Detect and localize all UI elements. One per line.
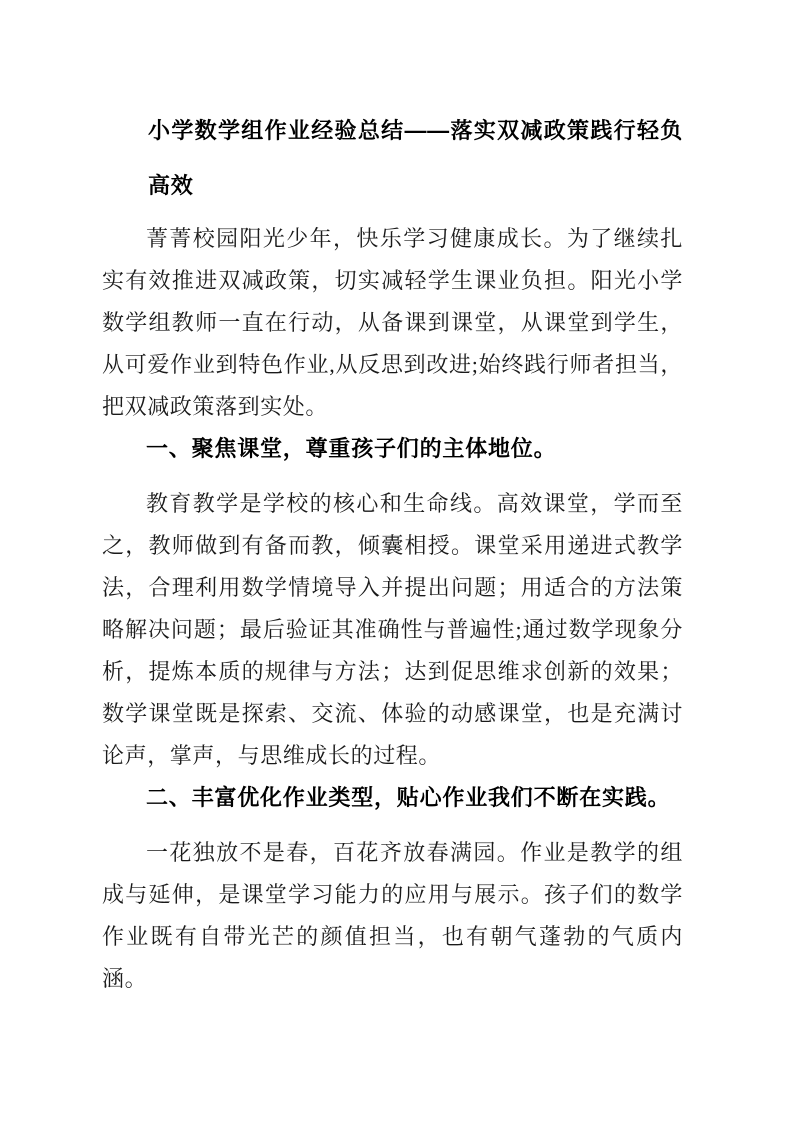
document-title: 小学数学组作业经验总结——落实双减政策践行轻负高效	[148, 118, 683, 198]
intro-paragraph: 菁菁校园阳光少年，快乐学习健康成长。为了继续扎实有效推进双减政策，切实减轻学生课业负担。阳光小学数学组教师一直在行动，从备课到课堂，从课堂到学生，从可爱作业到特色作业,从反思到改进;始终践行师者担当，把双减政策落到实处。	[102, 226, 683, 419]
section-1-paragraph: 教育教学是学校的核心和生命线。高效课堂，学而至之，教师做到有备而教，倾囊相授。课堂采用递进式教学法，合理利用数学情境导入并提出问题；用适合的方法策略解决问题；最后验证其准确性与普遍性;通过数学现象分析，提炼本质的规律与方法；达到促思维求创新的效果；数学课堂既是探索、交流、体验的动感课堂，也是充满讨论声，掌声，与思维成长的过程。	[102, 491, 683, 768]
section-heading-1: 一、聚焦课堂，尊重孩子们的主体地位。	[146, 436, 557, 461]
section-heading-2: 二、丰富优化作业类型，贴心作业我们不断在实践。	[146, 785, 671, 810]
section-2-paragraph: 一花独放不是春，百花齐放春满园。作业是教学的组成与延伸，是课堂学习能力的应用与展示。孩子们的数学作业既有自带光芒的颜值担当，也有朝气蓬勃的气质内涵。	[102, 840, 683, 991]
